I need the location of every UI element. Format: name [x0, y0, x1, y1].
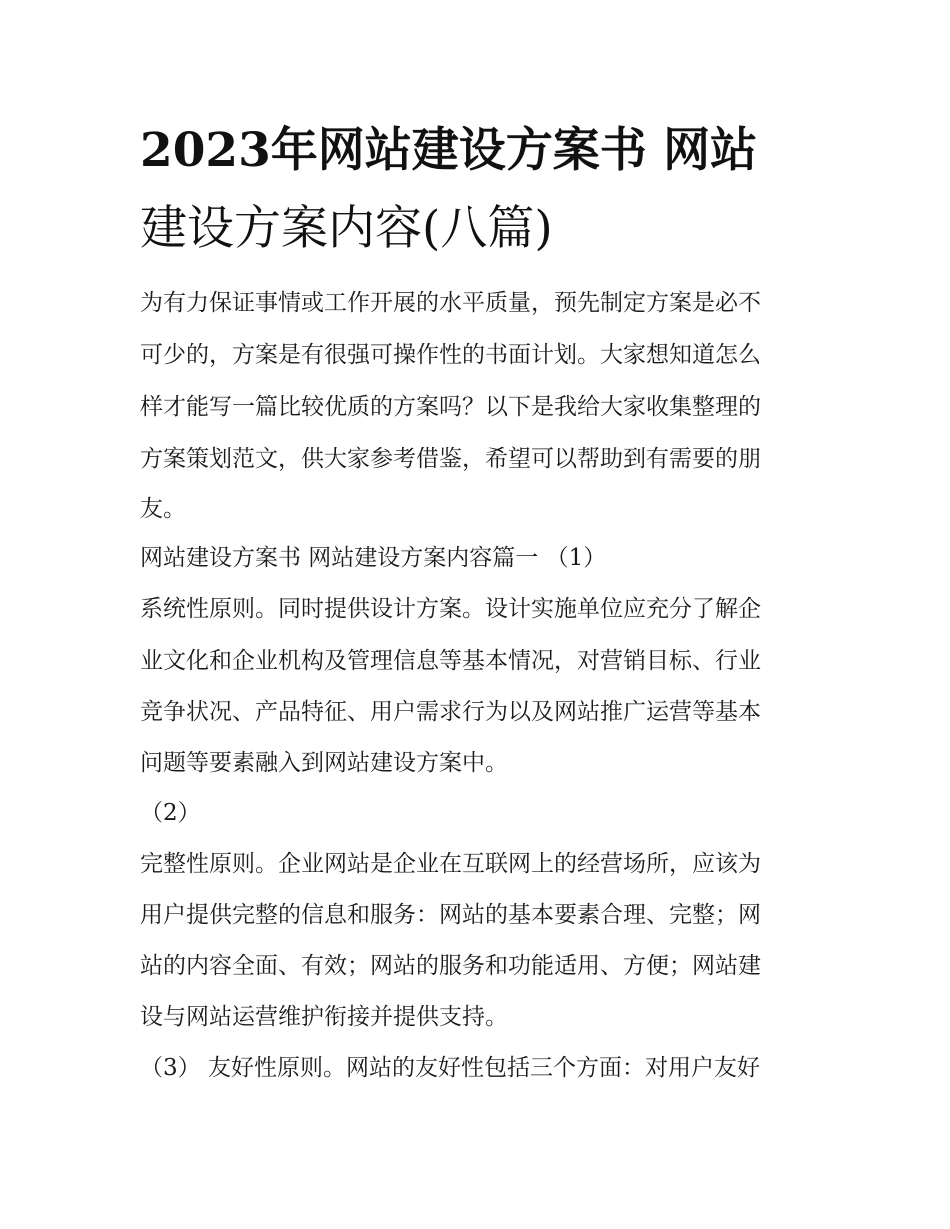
body-line: 问题等要素融入到网站建设方案中。: [140, 750, 508, 776]
body-line: 方案策划范文，供大家参考借鉴，希望可以帮助到有需要的朋: [140, 446, 761, 472]
body-line: 设与网站运营维护衔接并提供支持。: [140, 1004, 508, 1030]
body-line: 为有力保证事情或工作开展的水平质量，预先制定方案是必不: [140, 290, 761, 316]
title-line-2: 建设方案内容(八篇): [140, 201, 553, 256]
document-title: [140, 112, 830, 268]
body-line: 站的内容全面、有效；网站的服务和功能适用、方便；网站建: [140, 953, 761, 979]
title-line-1: 2023年网站建设方案书 网站: [140, 123, 758, 178]
body-line: 可少的，方案是有很强可操作性的书面计划。大家想知道怎么: [140, 342, 761, 368]
body-line: 系统性原则。同时提供设计方案。设计实施单位应充分了解企: [140, 596, 761, 622]
body-line: 竞争状况、产品特征、用户需求行为以及网站推广运营等基本: [140, 699, 761, 725]
body-line: 友。: [140, 496, 186, 522]
body-line: 业文化和企业机构及管理信息等基本情况，对营销目标、行业: [140, 648, 761, 674]
body-line: （3） 友好性原则。网站的友好性包括三个方面：对用户友好: [140, 1055, 760, 1081]
body-line: 用户提供完整的信息和服务：网站的基本要素合理、完整；网: [140, 902, 761, 928]
list-marker: （2）: [140, 800, 201, 826]
section-heading: 网站建设方案书 网站建设方案内容篇一 （1）: [140, 545, 607, 571]
body-line: 样才能写一篇比较优质的方案吗？以下是我给大家收集整理的: [140, 394, 761, 420]
body-line: 完整性原则。企业网站是企业在互联网上的经营场所，应该为: [140, 851, 761, 877]
